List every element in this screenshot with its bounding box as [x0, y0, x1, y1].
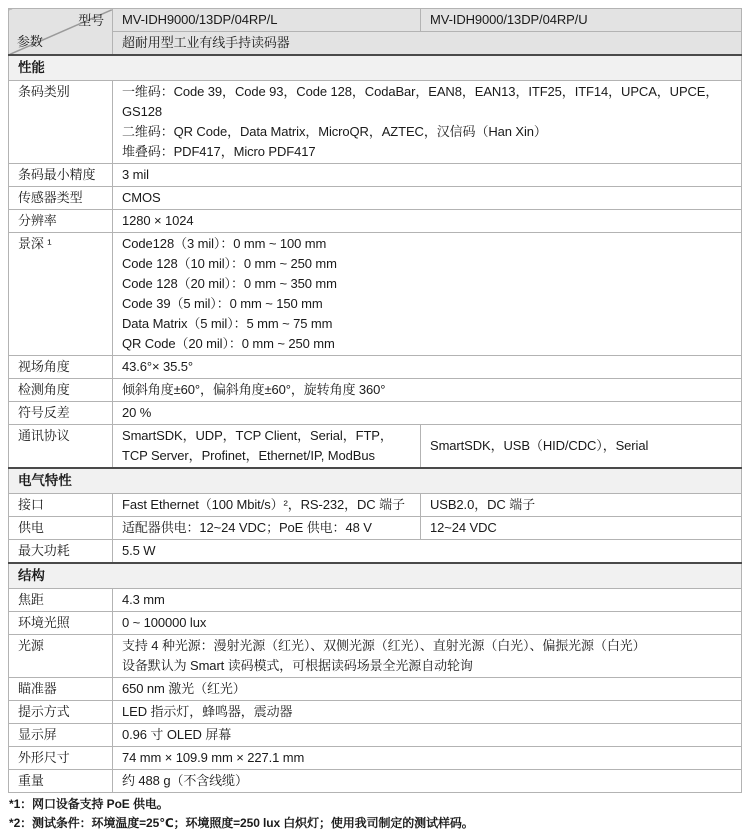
- footnote-2: *2：测试条件：环境温度=25℃；环境照度=250 lux 白炽灯；使用我司制定的测试样码。: [9, 816, 474, 830]
- table-row: [9, 678, 742, 701]
- value-line: Code 128（20 mil）：0 mm ~ 350 mm: [122, 276, 337, 291]
- row-value: [113, 589, 742, 612]
- table-row: [9, 164, 742, 187]
- value-line: 3 mil: [122, 167, 149, 182]
- spec-table-body: [9, 9, 742, 793]
- section-title: 结构: [9, 563, 742, 589]
- row-label: 瞄准器: [9, 678, 113, 701]
- table-row: [9, 589, 742, 612]
- row-value-right: [421, 425, 742, 469]
- value-line: 4.3 mm: [122, 592, 165, 607]
- row-value-left: [113, 517, 421, 540]
- value-line: 43.6°× 35.5°: [122, 359, 194, 374]
- table-row: [9, 425, 742, 469]
- model-name-left: MV-IDH9000/13DP/04RP/L: [113, 9, 421, 32]
- value-line: 0 ~ 100000 lux: [122, 615, 207, 630]
- row-label: 景深 ¹: [9, 233, 113, 356]
- row-label: 光源: [9, 635, 113, 678]
- value-line: LED 指示灯，蜂鸣器，震动器: [122, 704, 293, 719]
- value-line: SmartSDK，USB（HID/CDC），Serial: [430, 438, 649, 453]
- value-line: 0.96 寸 OLED 屏幕: [122, 727, 232, 742]
- row-value: [113, 770, 742, 793]
- row-value: [113, 164, 742, 187]
- value-line: 一维码：Code 39，Code 93，Code 128，CodaBar，EAN8，EAN13，ITF25，ITF14，UPCA，UPCE，GS128: [122, 84, 719, 119]
- section-title: 电气特性: [9, 468, 742, 494]
- param-description-cell: 超耐用型工业有线手持读码器: [113, 32, 742, 56]
- row-label: 供电: [9, 517, 113, 540]
- row-label: 传感器类型: [9, 187, 113, 210]
- corner-label-param: 参数: [17, 34, 43, 49]
- section-title: 性能: [9, 55, 742, 81]
- value-line: Data Matrix（5 mil）：5 mm ~ 75 mm: [122, 316, 333, 331]
- row-label: 条码最小精度: [9, 164, 113, 187]
- section-row: [9, 55, 742, 81]
- row-value: [113, 724, 742, 747]
- row-value: [113, 747, 742, 770]
- table-row: [9, 724, 742, 747]
- corner-cell: [9, 9, 113, 56]
- row-label: 接口: [9, 494, 113, 517]
- value-line: 堆叠码：PDF417，Micro PDF417: [122, 144, 316, 159]
- row-label: 外形尺寸: [9, 747, 113, 770]
- section-row: [9, 468, 742, 494]
- row-value: [113, 187, 742, 210]
- value-line: 650 nm 激光（红光）: [122, 681, 246, 696]
- row-label: 视场角度: [9, 356, 113, 379]
- row-label: 通讯协议: [9, 425, 113, 469]
- value-line: 倾斜角度±60°，偏斜角度±60°，旋转角度 360°: [122, 382, 386, 397]
- value-line: 适配器供电：12~24 VDC；PoE 供电：48 V: [122, 520, 372, 535]
- row-label: 分辨率: [9, 210, 113, 233]
- model-name-right: MV-IDH9000/13DP/04RP/U: [421, 9, 742, 32]
- footnotes: [8, 797, 741, 830]
- table-row: [9, 494, 742, 517]
- row-label: 最大功耗: [9, 540, 113, 564]
- table-row: [9, 81, 742, 164]
- table-row: [9, 701, 742, 724]
- value-line: Fast Ethernet（100 Mbit/s）²，RS-232，DC 端子: [122, 497, 405, 512]
- value-line: 5.5 W: [122, 543, 156, 558]
- corner-label-model: 型号: [78, 13, 104, 28]
- row-label: 符号反差: [9, 402, 113, 425]
- row-value: [113, 81, 742, 164]
- row-value: [113, 678, 742, 701]
- row-label: 检测角度: [9, 379, 113, 402]
- row-label: 条码类别: [9, 81, 113, 164]
- row-value-right: [421, 494, 742, 517]
- section-row: [9, 563, 742, 589]
- table-row: [9, 233, 742, 356]
- value-line: 74 mm × 109.9 mm × 227.1 mm: [122, 750, 305, 765]
- table-row: [9, 517, 742, 540]
- value-line: TCP Server，Profinet，Ethernet/IP, ModBus: [122, 448, 375, 463]
- row-value: [113, 402, 742, 425]
- table-row: [9, 356, 742, 379]
- value-line: Code 128（10 mil）：0 mm ~ 250 mm: [122, 256, 337, 271]
- row-label: 焦距: [9, 589, 113, 612]
- row-value: [113, 379, 742, 402]
- spec-table: [8, 8, 742, 793]
- value-line: Code128（3 mil）：0 mm ~ 100 mm: [122, 236, 327, 251]
- value-line: USB2.0，DC 端子: [430, 497, 535, 512]
- table-row: [9, 770, 742, 793]
- value-line: 二维码：QR Code，Data Matrix，MicroQR，AZTEC，汉信码（Han Xin）: [122, 124, 547, 139]
- table-row: [9, 540, 742, 564]
- row-value: [113, 210, 742, 233]
- header-row-param: [9, 32, 742, 56]
- value-line: CMOS: [122, 190, 161, 205]
- row-value: [113, 612, 742, 635]
- row-label: 显示屏: [9, 724, 113, 747]
- value-line: 设备默认为 Smart 读码模式，可根据读码场景全光源自动轮询: [122, 658, 473, 673]
- table-row: [9, 210, 742, 233]
- value-line: Code 39（5 mil）：0 mm ~ 150 mm: [122, 296, 323, 311]
- row-value-left: [113, 425, 421, 469]
- row-value: [113, 356, 742, 379]
- table-row: [9, 612, 742, 635]
- value-line: 支持 4 种光源：漫射光源（红光）、双侧光源（红光）、直射光源（白光）、偏振光源（白光）: [122, 638, 646, 653]
- row-value: [113, 635, 742, 678]
- table-row: [9, 747, 742, 770]
- table-row: [9, 379, 742, 402]
- table-row: [9, 635, 742, 678]
- row-label: 提示方式: [9, 701, 113, 724]
- value-line: 12~24 VDC: [430, 520, 497, 535]
- row-value-right: [421, 517, 742, 540]
- value-line: QR Code（20 mil）：0 mm ~ 250 mm: [122, 336, 335, 351]
- value-line: 1280 × 1024: [122, 213, 194, 228]
- row-label: 环境光照: [9, 612, 113, 635]
- table-row: [9, 187, 742, 210]
- value-line: SmartSDK，UDP，TCP Client，Serial，FTP，: [122, 428, 393, 443]
- footnote-1: *1：网口设备支持 PoE 供电。: [9, 797, 169, 811]
- row-value: [113, 701, 742, 724]
- table-row: [9, 402, 742, 425]
- row-value: [113, 233, 742, 356]
- header-row-model: [9, 9, 742, 32]
- value-line: 20 %: [122, 405, 152, 420]
- row-value: [113, 540, 742, 564]
- row-label: 重量: [9, 770, 113, 793]
- value-line: 约 488 g（不含线缆）: [122, 773, 248, 788]
- row-value-left: [113, 494, 421, 517]
